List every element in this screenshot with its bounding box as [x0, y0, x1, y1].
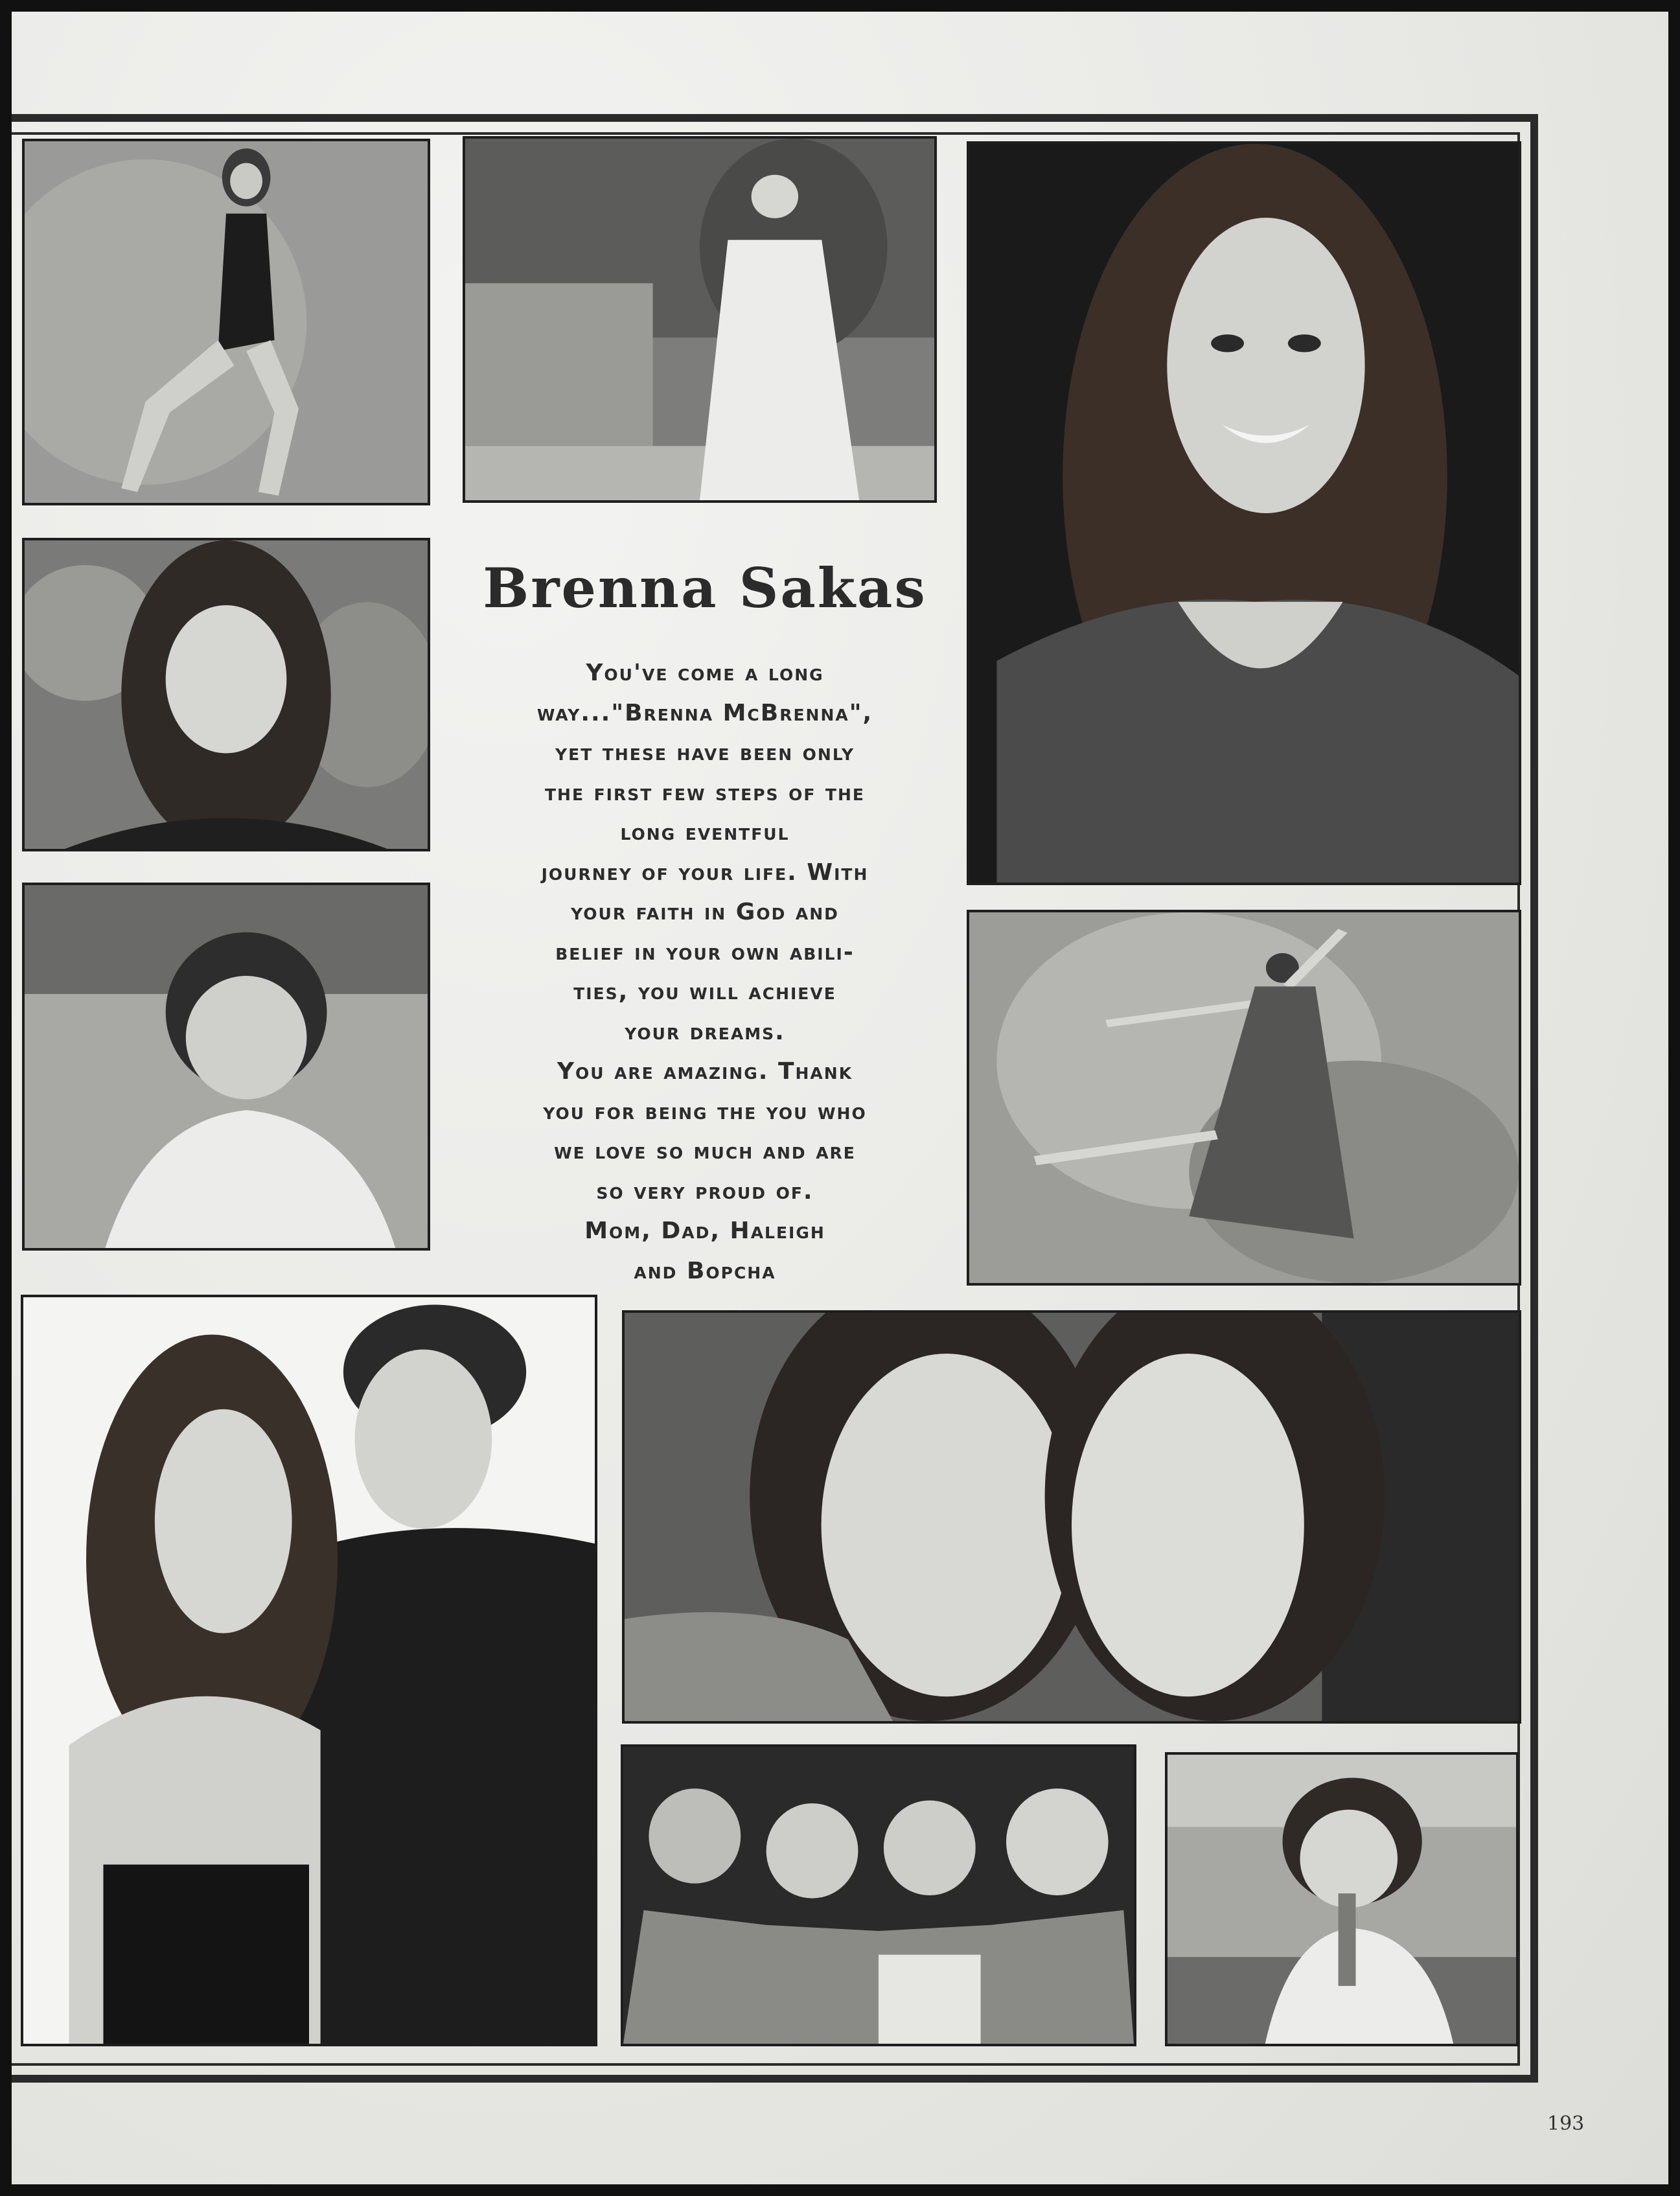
- dedication-message: [459, 653, 951, 1291]
- photo-two-girls: [622, 1310, 1521, 1724]
- message-line: long eventful: [620, 819, 790, 846]
- photo-baby: [22, 883, 430, 1251]
- message-line: your faith in God and: [571, 899, 839, 925]
- photo-toddler-microphone: [1165, 1752, 1519, 2046]
- page-title: Brenna Sakas: [483, 556, 927, 620]
- message-line: You are amazing. Thank: [557, 1058, 853, 1085]
- message-line: we love so much and are: [554, 1138, 856, 1164]
- message-line: you for being the you who: [543, 1098, 867, 1125]
- message-line: journey of your life. With: [541, 859, 869, 886]
- photo-group-friends: [621, 1744, 1136, 2046]
- photo-child-dress: [463, 136, 937, 503]
- photo-ballet-leap: [967, 910, 1521, 1286]
- message-line: You've come a long: [586, 660, 824, 686]
- message-line: and Bopcha: [634, 1257, 776, 1284]
- photo-senior-portrait: [967, 141, 1521, 885]
- message-line: ties, you will achieve: [573, 978, 836, 1005]
- yearbook-page: [12, 12, 1668, 2184]
- message-line: the first few steps of the: [545, 779, 865, 806]
- message-line: belief in your own abili-: [555, 938, 855, 965]
- photo-couple: [21, 1295, 597, 2046]
- message-line: so very proud of.: [596, 1177, 814, 1205]
- message-line: Mom, Dad, Haleigh: [584, 1218, 825, 1244]
- photo-headshot: [22, 538, 430, 851]
- page-number: 193: [1547, 2112, 1585, 2135]
- message-line: way..."Brenna McBrenna",: [536, 699, 873, 726]
- message-line: your dreams.: [625, 1018, 785, 1045]
- photo-dancer-leotard: [22, 139, 430, 505]
- message-line: yet these have been only: [555, 739, 855, 766]
